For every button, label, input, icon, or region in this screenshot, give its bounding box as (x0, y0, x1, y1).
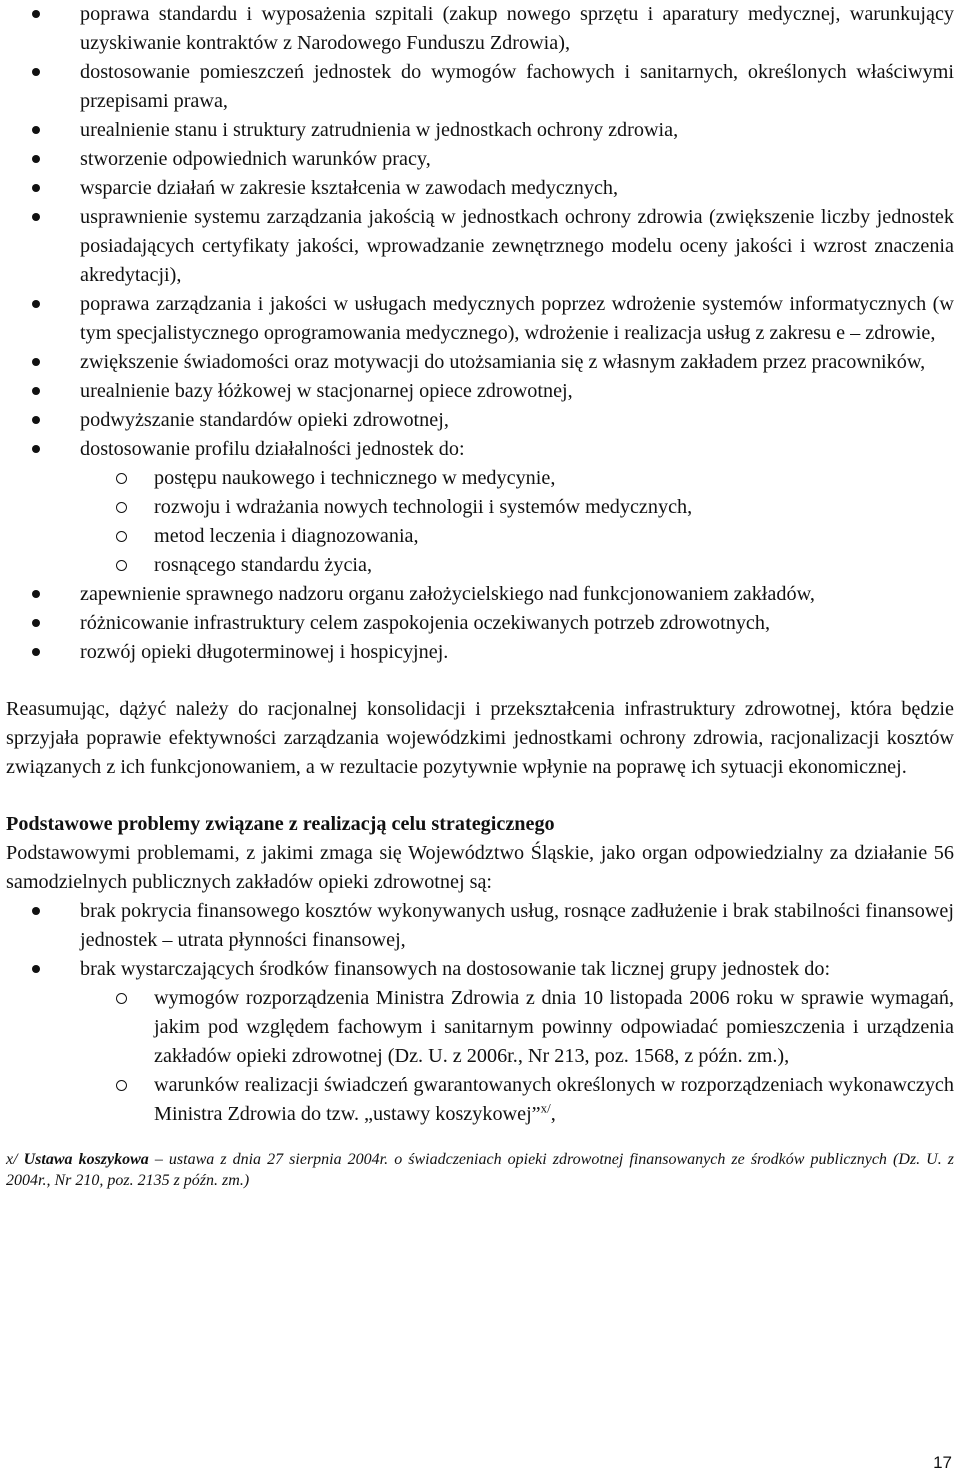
list-item: zapewnienie sprawnego nadzoru organu założycielskiego nad funkcjonowaniem zakładów, (6, 580, 954, 609)
bullet-list-problems (6, 897, 954, 984)
section-intro: Podstawowymi problemami, z jakimi zmaga się Województwo Śląskie, jako organ odpowiedzialny za działanie 56 samodzielnych publicznych zakładów opieki zdrowotnej są: (6, 842, 954, 893)
sub-list-item: wymogów rozporządzenia Ministra Zdrowia z dnia 10 listopada 2006 roku w sprawie wymagań, jakim pod względem fachowym i sanitarnym powinny odpowiadać pomieszczenia i urządzenia zakładów opieki zdrowotnej (Dz. U. z 2006r., Nr 213, poz. 1568, z późn. zm.), (6, 984, 954, 1071)
sub-list-item-text: warunków realizacji świadczeń gwarantowanych określonych w rozporządzeniach wykonawczych Ministra Zdrowia do tzw. „ustawy koszykowej” (154, 1074, 954, 1125)
sub-list-item (6, 1071, 954, 1129)
document-page (6, 0, 954, 1191)
list-item: urealnienie bazy łóżkowej w stacjonarnej opiece zdrowotnej, (6, 377, 954, 406)
bullet-list-goals-continued (6, 580, 954, 667)
footnote-reference: x/ (540, 1100, 551, 1116)
section-heading: Podstawowe problemy związane z realizacją celu strategicznego (6, 813, 555, 835)
list-item: podwyższanie standardów opieki zdrowotnej, (6, 406, 954, 435)
sub-list-profile (6, 464, 954, 580)
list-item: zwiększenie świadomości oraz motywacji do utożsamiania się z własnym zakładem przez pracowników, (6, 348, 954, 377)
list-item: rozwój opieki długoterminowej i hospicyjnej. (6, 638, 954, 667)
list-item: poprawa zarządzania i jakości w usługach medycznych poprzez wdrożenie systemów informatycznych (w tym specjalistycznego oprogramowania medycznego), wdrożenie i realizacja usług z zakresu e – zdrowie, (6, 290, 954, 348)
list-item: poprawa standardu i wyposażenia szpitali (zakup nowego sprzętu i aparatury medycznej, warunkujący uzyskiwanie kontraktów z Narodowego Funduszu Zdrowia), (6, 0, 954, 58)
list-item: dostosowanie pomieszczeń jednostek do wymogów fachowych i sanitarnych, określonych właściwymi przepisami prawa, (6, 58, 954, 116)
list-item: wsparcie działań w zakresie kształcenia w zawodach medycznych, (6, 174, 954, 203)
bullet-list-goals (6, 0, 954, 464)
footnote-term: Ustawa koszykowa (23, 1151, 149, 1168)
sub-list-item-tail: , (550, 1103, 556, 1125)
list-item: brak wystarczających środków finansowych na dostosowanie tak licznej grupy jednostek do: (6, 955, 954, 984)
list-item: usprawnienie systemu zarządzania jakością w jednostkach ochrony zdrowia (zwiększenie liczby jednostek posiadających certyfikaty jakości, wprowadzanie zewnętrznego modelu oceny jakości i wzrost znaczenia akredytacji), (6, 203, 954, 290)
summary-paragraph: Reasumując, dążyć należy do racjonalnej konsolidacji i przekształcenia infrastruktury zdrowotnej, która będzie sprzyjała poprawie efektywności zarządzania wojewódzkimi jednostkami ochrony zdrowia, racjonalizacji kosztów związanych z ich funkcjonowaniem, a w rezultacie pozytywnie wpłynie na poprawę ich sytuacji ekonomicznej. (6, 698, 954, 778)
sub-list-item: rosnącego standardu życia, (6, 551, 954, 580)
footnote (6, 1149, 954, 1191)
sub-list-item: metod leczenia i diagnozowania, (6, 522, 954, 551)
list-item: różnicowanie infrastruktury celem zaspokojenia oczekiwanych potrzeb zdrowotnych, (6, 609, 954, 638)
footnote-text: – ustawa z dnia 27 sierpnia 2004r. o świadczeniach opieki zdrowotnej finansowanych ze środków publicznych (Dz. U. z 2004r., Nr 210, poz. 2135 z późn. zm.) (6, 1151, 954, 1189)
footnote-mark: x/ (6, 1151, 18, 1168)
sub-list-item: rozwoju i wdrażania nowych technologii i systemów medycznych, (6, 493, 954, 522)
list-item-text: dostosowanie profilu działalności jednostek do: (80, 438, 465, 460)
page-number: 17 (933, 1453, 952, 1472)
sub-list-item: postępu naukowego i technicznego w medycynie, (6, 464, 954, 493)
list-item (6, 435, 954, 464)
list-item: urealnienie stanu i struktury zatrudnienia w jednostkach ochrony zdrowia, (6, 116, 954, 145)
sub-list-requirements (6, 984, 954, 1129)
list-item: stworzenie odpowiednich warunków pracy, (6, 145, 954, 174)
list-item: brak pokrycia finansowego kosztów wykonywanych usług, rosnące zadłużenie i brak stabilności finansowej jednostek – utrata płynności finansowej, (6, 897, 954, 955)
